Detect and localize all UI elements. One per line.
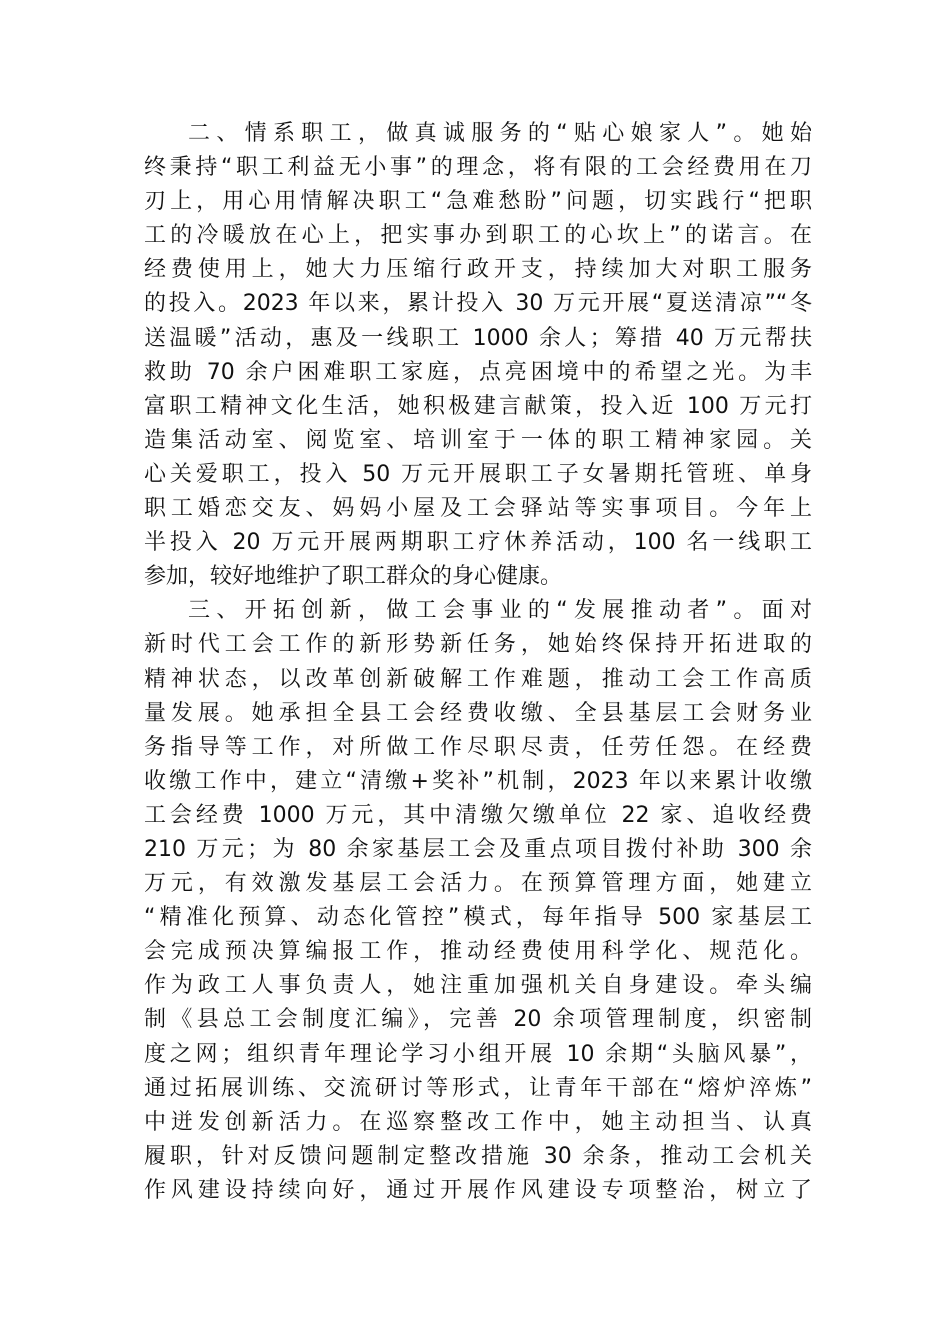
text-line: 万元，有效激发基层工会活力。在预算管理方面，她建立 [144,871,812,897]
text-line: 刃上，用心用情解决职工“急难愁盼”问题，切实践行“把职 [144,189,812,215]
paragraph [144,594,812,1208]
text-line: 作为政工人事负责人，她注重加强机关自身建设。牵头编 [144,973,812,999]
text-line: “精准化预算、动态化管控”模式，每年指导 500 家基层工 [144,905,812,931]
text-line: 的投入。2023 年以来，累计投入 30 万元开展“夏送清凉”“冬 [144,291,812,317]
text-line: 工会经费 1000 万元，其中清缴欠缴单位 22 家、追收经费 [144,802,812,828]
text-line: 210 万元；为 80 余家基层工会及重点项目拨付补助 300 余 [144,836,812,862]
text-line: 富职工精神文化生活，她积极建言献策，投入近 100 万元打 [144,393,812,419]
text-line: 作风建设持续向好，通过开展作风建设专项整治，树立了 [144,1177,812,1203]
text-line: 会完成预决算编报工作，推动经费使用科学化、规范化。 [144,939,812,965]
text-line: 送温暖”活动，惠及一线职工 1000 余人；筹措 40 万元帮扶 [144,325,812,351]
paragraph [144,117,812,594]
text-line: 经费使用上，她大力压缩行政开支，持续加大对职工服务 [144,257,812,283]
text-line: 职工婚恋交友、妈妈小屋及工会驿站等实事项目。今年上 [144,496,812,522]
text-line: 工的冷暖放在心上，把实事办到职工的心坎上”的诺言。在 [144,223,812,249]
text-line: 救助 70 余户困难职工家庭，点亮困境中的希望之光。为丰 [144,359,812,385]
text-line: 务指导等工作，对所做工作尽职尽责，任劳任怨。在经费 [144,734,812,760]
text-line: 三、开拓创新，做工会事业的“发展推动者”。面对 [188,598,812,624]
document-body [144,117,812,1208]
text-line: 半投入 20 万元开展两期职工疗休养活动，100 名一线职工 [144,530,812,556]
text-line: 参加，较好地维护了职工群众的身心健康。 [144,564,563,590]
text-line: 中迸发创新活力。在巡察整改工作中，她主动担当、认真 [144,1109,812,1135]
text-line: 新时代工会工作的新形势新任务，她始终保持开拓进取的 [144,632,812,658]
text-line: 心关爱职工，投入 50 万元开展职工子女暑期托管班、单身 [144,461,812,487]
text-line: 通过拓展训练、交流研讨等形式，让青年干部在“熔炉淬炼” [144,1075,812,1101]
text-line: 终秉持“职工利益无小事”的理念，将有限的工会经费用在刀 [144,155,812,181]
text-line: 制《县总工会制度汇编》，完善 20 余项管理制度，织密制 [144,1007,812,1033]
text-line: 履职，针对反馈问题制定整改措施 30 余条，推动工会机关 [144,1143,812,1169]
text-line: 精神状态，以改革创新破解工作难题，推动工会工作高质 [144,666,812,692]
text-line: 度之网；组织青年理论学习小组开展 10 余期“头脑风暴”， [144,1041,812,1067]
text-line: 收缴工作中，建立“清缴+奖补”机制，2023 年以来累计收缴 [144,768,812,794]
text-line: 二、情系职工，做真诚服务的“贴心娘家人”。她始 [188,121,812,146]
text-line: 量发展。她承担全县工会经费收缴、全县基层工会财务业 [144,700,812,726]
text-line: 造集活动室、阅览室、培训室于一体的职工精神家园。关 [144,427,812,453]
